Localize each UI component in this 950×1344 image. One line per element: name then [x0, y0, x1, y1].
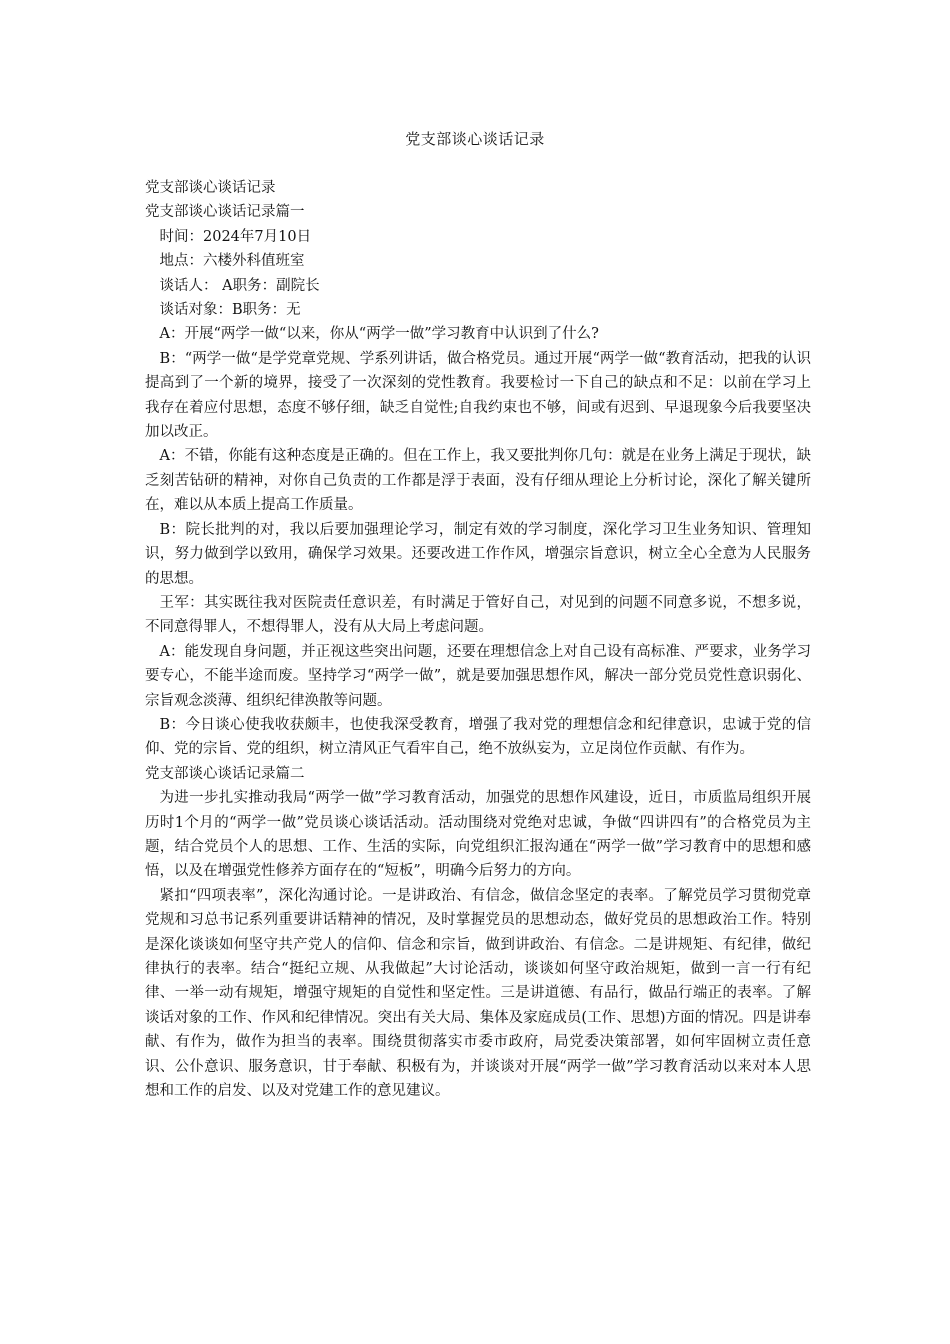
document-title: 党支部谈心谈话记录 — [405, 130, 545, 148]
paragraph: A：不错，你能有这种态度是正确的。但在工作上，我又要批判你几句：就是在业务上满足于现状，缺乏刻苦钻研的精神，对你自己负责的工作都是浮于表面，没有仔细从理论上分析讨论，深化了解关键所在，难以从本质上提高工作质量。 — [145, 448, 811, 514]
meeting-time: 时间：2024年7月10日 — [159, 228, 312, 245]
meeting-speaker: 谈话人： A职务：副院长 — [159, 277, 320, 294]
part1-heading: 党支部谈心谈话记录篇一 — [145, 204, 305, 221]
paragraph: A：能发现自身问题，并正视这些突出问题，还要在理想信念上对自己设有高标准、严要求，业务学习要专心，不能半途而废。坚持学习“两学一做”，就是要加强思想作风，解决一部分党员党性意识弱化、宗旨观念淡薄、组织纪律涣散等问题。 — [145, 643, 811, 709]
paragraph: 为进一步扎实推动我局“两学一做”学习教育活动，加强党的思想作风建设，近日，市质监局组织开展历时1个月的“两学一做”党员谈心谈话活动。活动围绕对党绝对忠诚，争做“四讲四有”的合格党员为主题，结合党员个人的思想、工作、生活的实际，向党组织汇报沟通在“两学一做”学习教育中的思想和感悟，以及在增强党性修养方面存在的“短板”，明确今后努力的方向。 — [145, 790, 811, 880]
paragraph: B：院长批判的对，我以后要加强理论学习，制定有效的学习制度，深化学习卫生业务知识、管理知识，努力做到学以致用，确保学习效果。还要改进工作作风，增强宗旨意识，树立全心全意为人民服务的思想。 — [145, 521, 811, 587]
main-heading: 党支部谈心谈话记录 — [145, 180, 276, 196]
meeting-place: 地点：六楼外科值班室 — [159, 253, 305, 270]
paragraph: 王军：其实既往我对医院责任意识差，有时满足于管好自己，对见到的问题不同意多说，不想多说，不同意得罪人，不想得罪人，没有从大局上考虑问题。 — [145, 594, 811, 636]
paragraph: 紧扣“四项表率”，深化沟通讨论。一是讲政治、有信念，做信念坚定的表率。了解党员学习贯彻党章党规和习总书记系列重要讲话精神的情况，及时掌握党员的思想动态，做好党员的思想政治工作。特别是深化谈谈如何坚守共产党人的信仰、信念和宗旨，做到讲政治、有信念。二是讲规矩、有纪律，做纪律执行的表率。结合“挺纪立规、从我做起”大讨论活动，谈谈如何坚守政治规矩，做到一言一行有纪律、一举一动有规矩，增强守规矩的自觉性和坚定性。三是讲道德、有品行，做品行端正的表率。了解谈话对象的工作、作风和纪律情况。突出有关大局、集体及家庭成员(工作、思想)方面的情况。四是讲奉献、有作为，做作为担当的表率。围绕贯彻落实市委市政府，局党委决策部署，如何牢固树立责任意识、公仆意识、服务意识，甘于奉献、积极有为，并谈谈对开展“两学一做”学习教育活动以来对本人思想和工作的启发、以及对党建工作的意见建议。 — [145, 887, 811, 1100]
document-body — [145, 176, 811, 1103]
paragraph: B：今日谈心使我收获颇丰，也使我深受教育，增强了我对党的理想信念和纪律意识，忠诚于党的信仰、党的宗旨、党的组织，树立清风正气看牢自己，绝不放纵妄为，立足岗位作贡献、有作为。 — [145, 716, 811, 758]
paragraph: A：开展“两学一做“以来，你从“两学一做”学习教育中认识到了什么? — [159, 326, 599, 343]
paragraph: B：“两学一做“是学党章党规、学系列讲话，做合格党员。通过开展“两学一做“教育活动，把我的认识提高到了一个新的境界，接受了一次深刻的党性教育。我要检讨一下自己的缺点和不足：以前在学习上我存在着应付思想，态度不够仔细，缺乏自觉性;自我约束也不够，间或有迟到、早退现象今后我要坚决加以改正。 — [145, 350, 811, 441]
part2-heading: 党支部谈心谈话记录篇二 — [145, 765, 305, 782]
meeting-target: 谈话对象：B职务：无 — [159, 302, 301, 319]
